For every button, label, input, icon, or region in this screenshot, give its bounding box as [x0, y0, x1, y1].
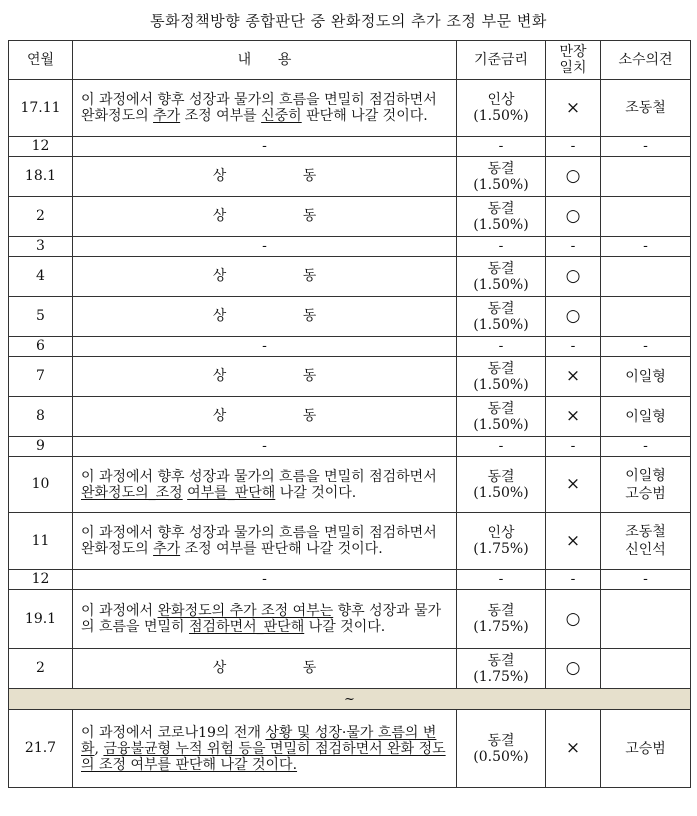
rate-value: (1.75%) — [473, 668, 529, 685]
same-label: 동 — [302, 660, 317, 676]
month-cell: 7 — [9, 357, 73, 397]
rate-value: (0.50%) — [473, 748, 529, 765]
same-label: 동 — [302, 208, 317, 224]
month-cell: 11 — [9, 513, 73, 570]
rate-label: 동결 — [487, 732, 515, 749]
rate-label: 동결 — [487, 300, 515, 317]
policy-table — [8, 40, 691, 788]
rate-value: (1.50%) — [473, 316, 529, 333]
header-minority: 소수의견 — [601, 41, 691, 80]
month-cell: 2 — [9, 649, 73, 689]
rate-cell: - — [457, 237, 546, 257]
table-row — [9, 297, 691, 337]
minority-cell: 조동철 — [601, 80, 691, 137]
rate-cell — [457, 710, 546, 788]
month-cell: 10 — [9, 457, 73, 513]
minority-cell: 이일형 고승범 — [601, 457, 691, 513]
rate-cell — [457, 157, 546, 197]
rate-label: 동결 — [487, 652, 515, 669]
rate-label: 동결 — [487, 603, 515, 619]
table-row — [9, 337, 691, 357]
same-label: 상 — [212, 368, 227, 384]
rate-label: 인상 — [487, 525, 515, 541]
table-row — [9, 649, 691, 689]
rate-cell — [457, 357, 546, 397]
same-label: 상 — [212, 408, 227, 424]
content-cell: 이 과정에서 향후 성장과 물가의 흐름을 면밀히 점검하면서 완화정도의_조정 여부를_판단해 나갈 것이다. — [73, 457, 457, 513]
rate-label: 인상 — [487, 92, 515, 108]
unanimous-cell: - — [546, 237, 601, 257]
table-row — [9, 357, 691, 397]
table-row — [9, 457, 691, 513]
rate-label: 동결 — [487, 160, 515, 177]
minority-cell: - — [601, 437, 691, 457]
month-cell: 3 — [9, 237, 73, 257]
minority-cell: - — [601, 337, 691, 357]
rate-cell — [457, 257, 546, 297]
minority-cell — [601, 197, 691, 237]
minority-cell: 조동철 신인석 — [601, 513, 691, 570]
unanimous-cell: ○ — [546, 590, 601, 649]
minority-cell: 이일형 — [601, 397, 691, 437]
page-title: 통화정책방향 종합판단 중 완화정도의 추가 조정 부문 변화 — [150, 12, 547, 30]
header-rate: 기준금리 — [457, 41, 546, 80]
rate-label: 동결 — [487, 260, 515, 277]
content-cell — [73, 397, 457, 437]
unanimous-cell: - — [546, 337, 601, 357]
same-label: 상 — [212, 168, 227, 184]
unanimous-cell: ○ — [546, 649, 601, 689]
unanimous-cell: ○ — [546, 157, 601, 197]
same-label: 상 — [212, 268, 227, 284]
table-row — [9, 137, 691, 157]
rate-cell — [457, 457, 546, 513]
month-cell: 9 — [9, 437, 73, 457]
rate-cell: - — [457, 570, 546, 590]
header-content: 내 용 — [73, 41, 457, 80]
unanimous-cell: - — [546, 570, 601, 590]
minority-cell: 고승범 — [601, 710, 691, 788]
rate-value: (1.50%) — [473, 416, 529, 433]
rate-cell — [457, 590, 546, 649]
minority-cell — [601, 257, 691, 297]
rate-label: 동결 — [487, 400, 515, 417]
content-cell: 이 과정에서 향후 성장과 물가의 흐름을 면밀히 점검하면서 완화정도의 추가 조정 여부를 판단해 나갈 것이다. — [73, 513, 457, 570]
minority-cell: - — [601, 137, 691, 157]
month-cell: 17.11 — [9, 80, 73, 137]
month-cell: 6 — [9, 337, 73, 357]
minority-cell — [601, 590, 691, 649]
same-label: 상 — [212, 208, 227, 224]
content-cell — [73, 649, 457, 689]
same-label: 상 — [212, 308, 227, 324]
table-row — [9, 237, 691, 257]
content-cell: - — [73, 337, 457, 357]
unanimous-cell: × — [546, 397, 601, 437]
same-label: 동 — [302, 308, 317, 324]
unanimous-cell: × — [546, 710, 601, 788]
rate-label: 동결 — [487, 360, 515, 377]
unanimous-cell: × — [546, 457, 601, 513]
same-label: 상 — [212, 660, 227, 676]
rate-cell — [457, 397, 546, 437]
table-row — [9, 257, 691, 297]
content-cell — [73, 157, 457, 197]
month-cell: 19.1 — [9, 590, 73, 649]
rate-cell: - — [457, 137, 546, 157]
same-label: 동 — [302, 408, 317, 424]
rate-cell: - — [457, 437, 546, 457]
table-row — [9, 710, 691, 788]
rate-cell — [457, 297, 546, 337]
rate-cell — [457, 649, 546, 689]
same-label: 동 — [302, 268, 317, 284]
same-label: 동 — [302, 368, 317, 384]
table-row — [9, 513, 691, 570]
rate-value: (1.50%) — [473, 376, 529, 393]
separator-cell: ~ — [9, 689, 691, 710]
rate-cell — [457, 197, 546, 237]
minority-cell: - — [601, 570, 691, 590]
month-cell: 12 — [9, 570, 73, 590]
unanimous-cell: ○ — [546, 257, 601, 297]
rate-value: (1.50%) — [473, 484, 529, 501]
content-cell: 이 과정에서 완화정도의 추가 조정 여부는 향후 성장과 물가의 흐름을 면밀히 점검하면서_판단해 나갈 것이다. — [73, 590, 457, 649]
table-row — [9, 437, 691, 457]
unanimous-cell: × — [546, 80, 601, 137]
rate-value: (1.75%) — [473, 541, 529, 557]
content-cell: 이 과정에서 향후 성장과 물가의 흐름을 면밀히 점검하면서 완화정도의 추가 조정 여부를 신중히 판단해 나갈 것이다. — [73, 80, 457, 137]
unanimous-cell: ○ — [546, 197, 601, 237]
same-label: 동 — [302, 168, 317, 184]
table-row — [9, 197, 691, 237]
table-row — [9, 570, 691, 590]
rate-value: (1.75%) — [473, 619, 529, 635]
table-row — [9, 590, 691, 649]
month-cell: 12 — [9, 137, 73, 157]
content-cell: - — [73, 437, 457, 457]
rate-value: (1.50%) — [473, 176, 529, 193]
minority-cell — [601, 649, 691, 689]
content-cell: - — [73, 237, 457, 257]
unanimous-cell: × — [546, 513, 601, 570]
month-cell: 4 — [9, 257, 73, 297]
minority-cell: - — [601, 237, 691, 257]
content-cell — [73, 197, 457, 237]
unanimous-cell: × — [546, 357, 601, 397]
unanimous-cell: - — [546, 437, 601, 457]
table-row — [9, 397, 691, 437]
rate-value: (1.50%) — [473, 108, 529, 124]
rate-cell — [457, 513, 546, 570]
month-cell: 8 — [9, 397, 73, 437]
rate-label: 동결 — [487, 468, 515, 485]
content-cell — [73, 297, 457, 337]
rate-cell — [457, 80, 546, 137]
header-unanimous: 만장 일치 — [546, 41, 601, 80]
unanimous-cell: - — [546, 137, 601, 157]
rate-value: (1.50%) — [473, 276, 529, 293]
content-cell: 이 과정에서 코로나19의 전개 상황 및 성장·물가 흐름의 변화, 금융불균형 누적 위험 등을 면밀히 점검하면서 완화 정도의 조정 여부를 판단해 나갈 것이다. — [73, 710, 457, 788]
table-row — [9, 689, 691, 710]
table-row — [9, 80, 691, 137]
month-cell: 21.7 — [9, 710, 73, 788]
month-cell: 18.1 — [9, 157, 73, 197]
content-cell: - — [73, 570, 457, 590]
minority-cell: 이일형 — [601, 357, 691, 397]
rate-cell: - — [457, 337, 546, 357]
content-cell: - — [73, 137, 457, 157]
unanimous-cell: ○ — [546, 297, 601, 337]
rate-value: (1.50%) — [473, 216, 529, 233]
content-cell — [73, 357, 457, 397]
month-cell: 2 — [9, 197, 73, 237]
month-cell: 5 — [9, 297, 73, 337]
minority-cell — [601, 297, 691, 337]
minority-cell — [601, 157, 691, 197]
content-cell — [73, 257, 457, 297]
table-row — [9, 157, 691, 197]
header-month: 연월 — [9, 41, 73, 80]
rate-label: 동결 — [487, 200, 515, 217]
